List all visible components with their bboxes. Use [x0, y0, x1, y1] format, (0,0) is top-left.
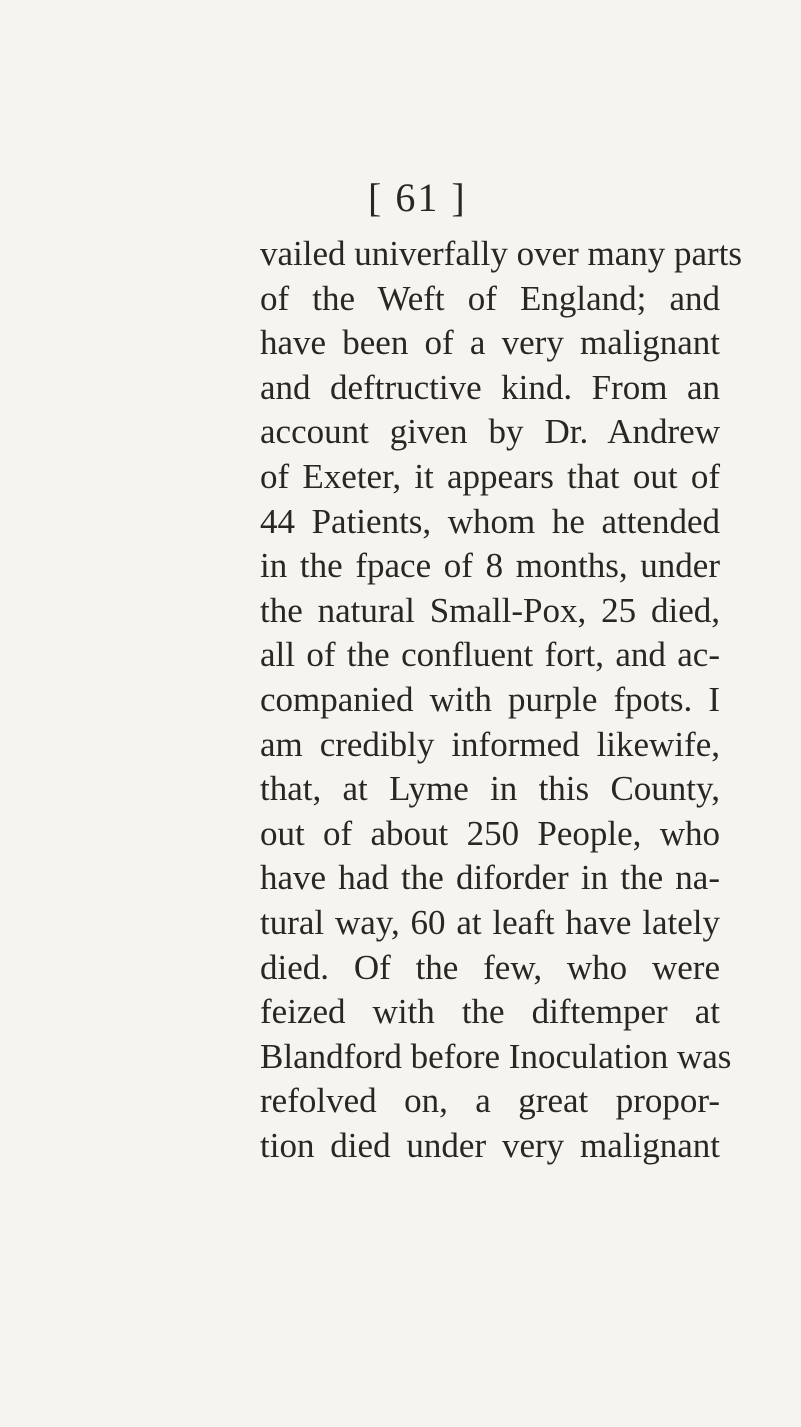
text-line: companied with purple fpots. I — [260, 679, 720, 719]
text-line: tural way, 60 at leaft have lately — [260, 902, 720, 942]
text-line: have had the diforder in the na- — [260, 858, 720, 898]
text-line: feized with the diftemper at — [260, 992, 720, 1032]
text-line: that, at Lyme in this County, — [260, 769, 720, 809]
text-line: 44 Patients, whom he attended — [260, 501, 720, 541]
text-line: of Exeter, it appears that out of — [260, 456, 720, 496]
text-line: am credibly informed likewife, — [260, 724, 720, 764]
text-line: the natural Small-Pox, 25 died, — [260, 590, 720, 630]
text-line: tion died under very malignant — [260, 1125, 720, 1165]
text-line: vailed univerfally over many parts — [260, 234, 743, 273]
text-line: Blandford before Inoculation was — [260, 1036, 732, 1076]
page-number: [ 61 ] — [368, 175, 467, 220]
text-line: out of about 250 People, who — [260, 813, 720, 853]
text-line: and deftructive kind. From an — [260, 367, 720, 407]
text-line: have been of a very malignant — [260, 323, 720, 363]
body-text — [260, 232, 743, 1168]
text-line: refolved on, a great propor- — [260, 1081, 720, 1121]
text-line: of the Weft of England; and — [260, 278, 720, 318]
text-line: all of the confluent fort, and ac- — [260, 635, 720, 675]
text-line: died. Of the few, who were — [260, 947, 720, 987]
text-line: account given by Dr. Andrew — [260, 412, 720, 452]
text-line: in the fpace of 8 months, under — [260, 546, 720, 586]
